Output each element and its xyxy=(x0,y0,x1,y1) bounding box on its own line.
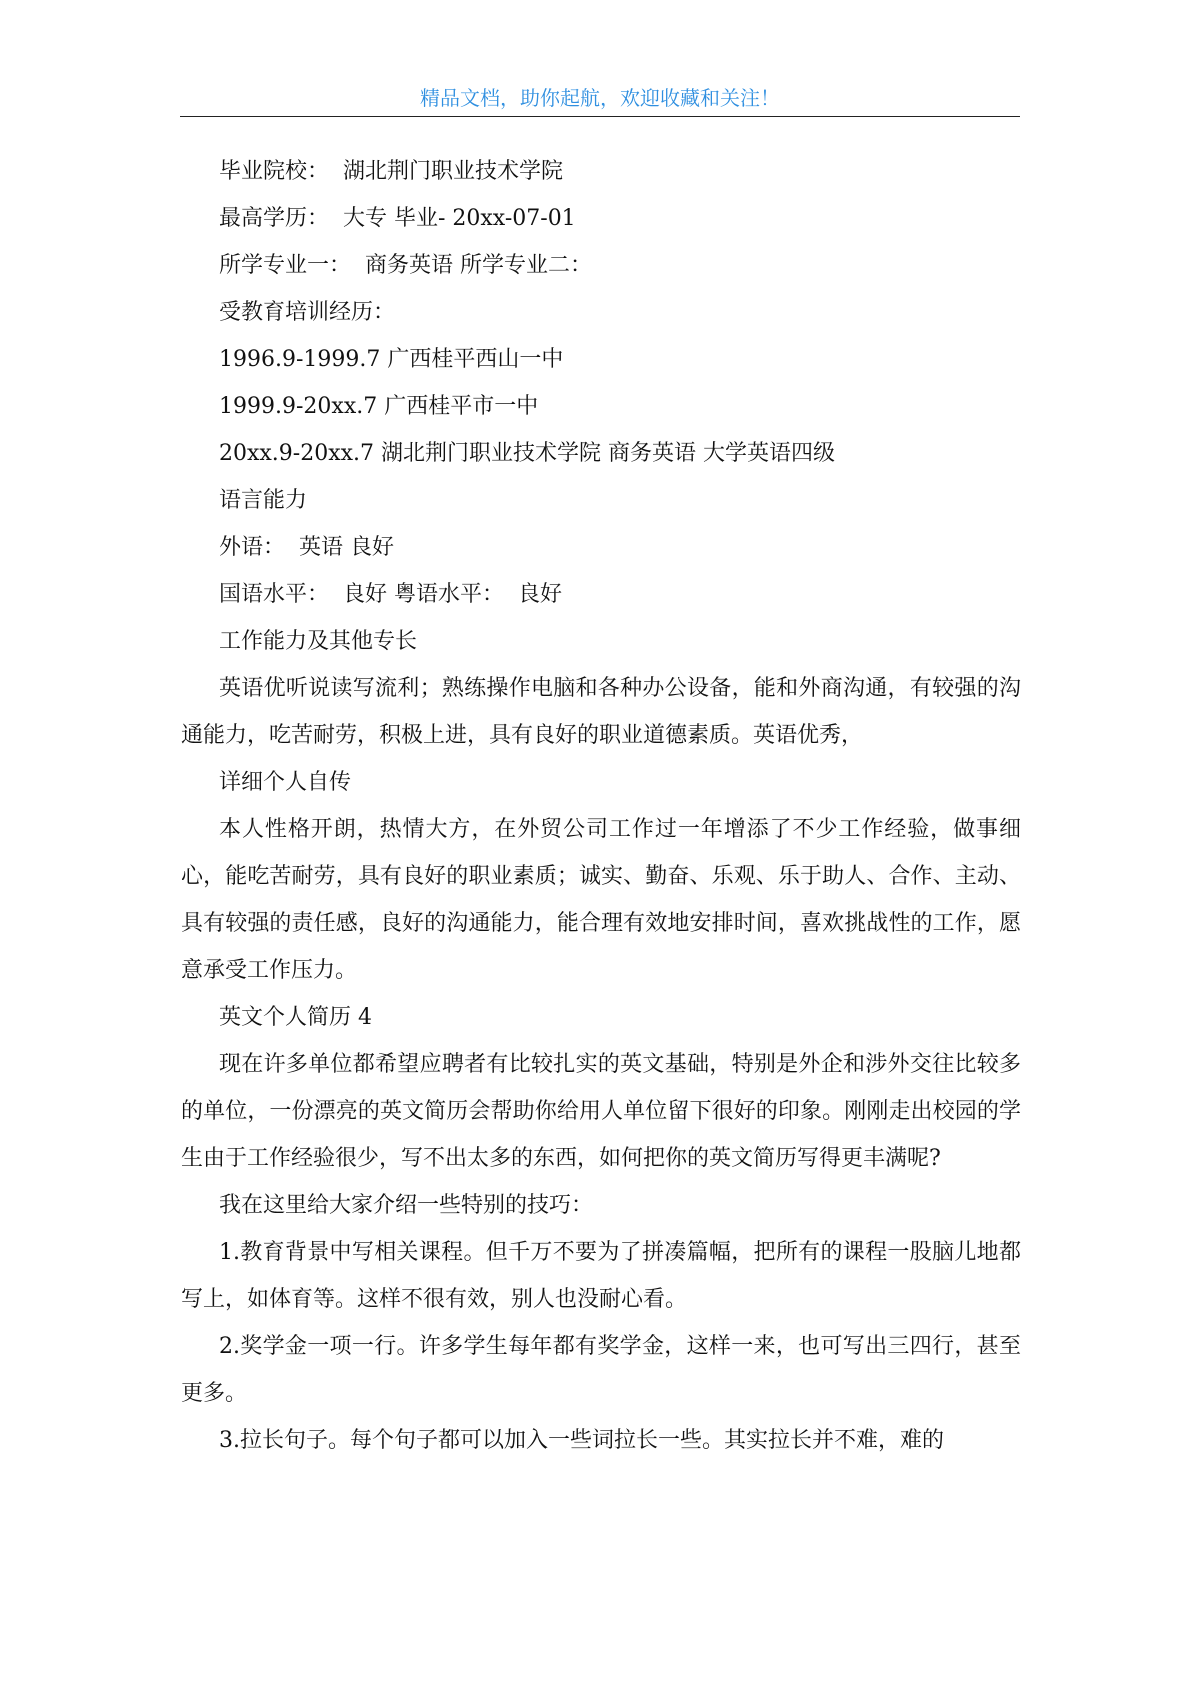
tips-intro: 我在这里给大家介绍一些特别的技巧： xyxy=(219,1193,594,1218)
mandarin-cantonese-line: 国语水平： 良好 粤语水平： 良好 xyxy=(219,582,562,607)
tip-3-paragraph: 3.拉长句子。每个句子都可以加入一些词拉长一些。其实拉长并不难，难的 xyxy=(219,1428,944,1453)
bio-paragraph: 本人性格开朗，热情大方，在外贸公司工作过一年增添了不少工作经验，做事细心，能吃苦耐劳，具有良好的职业素质；诚实、勤奋、乐观、乐于助人、合作、主动、具有较强的责任感，良好的沟通能力，能合理有效地安排时间，喜欢挑战性的工作，愿意承受工作压力。 xyxy=(181,817,1021,983)
tip-1-paragraph: 1.教育背景中写相关课程。但千万不要为了拼凑篇幅，把所有的课程一股脑儿地都写上，如体育等。这样不很有效，别人也没耐心看。 xyxy=(181,1240,1021,1312)
skills-title: 工作能力及其他专长 xyxy=(219,629,418,654)
education-item-3: 20xx.9-20xx.7 湖北荆门职业技术学院 商务英语 大学英语四级 xyxy=(219,441,836,466)
english-resume-title: 英文个人简历 4 xyxy=(219,1005,372,1030)
intro-paragraph: 现在许多单位都希望应聘者有比较扎实的英文基础，特别是外企和涉外交往比较多的单位，一份漂亮的英文简历会帮助你给用人单位留下很好的印象。刚刚走出校园的学生由于工作经验很少，写不出太多的东西，如何把你的英文简历写得更丰满呢? xyxy=(181,1052,1021,1171)
education-item-1: 1996.9-1999.7 广西桂平西山一中 xyxy=(219,347,564,372)
language-title: 语言能力 xyxy=(219,488,308,513)
document-body xyxy=(181,148,1021,1464)
education-item-2: 1999.9-20xx.7 广西桂平市一中 xyxy=(219,394,539,419)
tip-2-paragraph: 2.奖学金一项一行。许多学生每年都有奖学金，这样一来，也可写出三四行，甚至更多。 xyxy=(181,1334,1021,1406)
school-line: 毕业院校： 湖北荆门职业技术学院 xyxy=(219,159,563,184)
header-divider xyxy=(180,116,1020,117)
bio-title: 详细个人自传 xyxy=(219,770,352,795)
education-title: 受教育培训经历： xyxy=(219,300,396,325)
degree-line: 最高学历： 大专 毕业- 20xx-07-01 xyxy=(219,206,576,231)
major-line: 所学专业一： 商务英语 所学专业二： xyxy=(219,253,592,278)
page-header: 精品文档，助你起航，欢迎收藏和关注！ xyxy=(420,86,780,110)
foreign-language-line: 外语： 英语 良好 xyxy=(219,535,394,560)
skills-paragraph: 英语优听说读写流利；熟练操作电脑和各种办公设备，能和外商沟通，有较强的沟通能力，吃苦耐劳，积极上进，具有良好的职业道德素质。英语优秀， xyxy=(181,676,1021,748)
